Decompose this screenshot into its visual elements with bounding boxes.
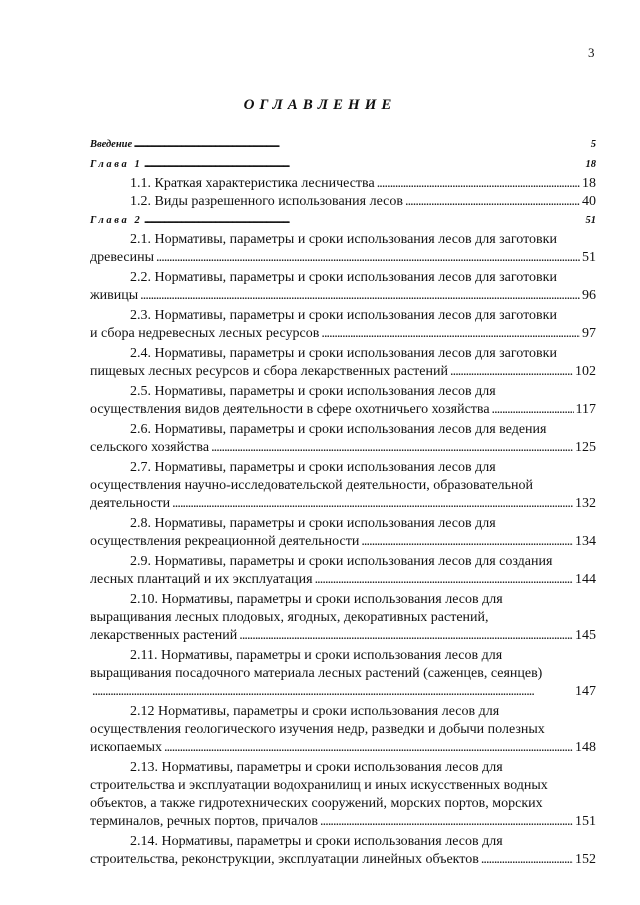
leader-dots: [492, 401, 574, 419]
leader-dots: [405, 193, 580, 211]
chapter-2-items: [90, 231, 596, 869]
toc-item-page: 148: [575, 740, 596, 755]
toc-item-line: живицы: [90, 288, 139, 303]
toc-item-line: выращивания посадочного материала лесных растений (саженцев, сеянцев): [90, 666, 543, 681]
toc-item-line: деятельности: [90, 496, 171, 511]
toc-item-line: осуществления геологического изучения недр, разведки и добычи полезных: [90, 722, 545, 737]
toc-item-line: осуществления научно-исследовательской деятельности, образовательной: [90, 478, 534, 493]
toc-item-last-line: [90, 533, 596, 551]
toc-item-last-line: [90, 363, 596, 381]
toc-intro-page: 5: [590, 139, 596, 150]
toc-chapter-2-label: Глава 2: [90, 215, 143, 226]
toc-item-2-14[interactable]: [90, 833, 596, 869]
toc-item-1-1[interactable]: [90, 175, 596, 193]
toc-item-2-2[interactable]: [90, 269, 596, 305]
leader-dots: [172, 495, 573, 513]
toc-item-page: 117: [575, 402, 596, 417]
toc-item-page: 152: [575, 852, 596, 867]
leader-dots: [321, 325, 580, 343]
leader-dots: [377, 175, 580, 193]
toc-item-page: 102: [575, 364, 596, 379]
leader-dots: [144, 155, 583, 175]
toc-item-page: 125: [575, 440, 596, 455]
toc-item-line: пищевых лесных ресурсов и сбора лекарственных растений: [90, 364, 448, 379]
toc-item-1-2[interactable]: [90, 193, 596, 211]
toc-item-line: осуществления видов деятельности в сфере охотничьего хозяйства: [90, 402, 490, 417]
toc-item-last-line: [90, 325, 596, 343]
toc-item-last-line: [90, 813, 596, 831]
toc-item-2-8[interactable]: [90, 515, 596, 551]
toc-item-last-line: [90, 439, 596, 457]
toc-item-page: 97: [582, 326, 596, 341]
toc-item-2-4[interactable]: [90, 345, 596, 381]
toc-item-line: терминалов, речных портов, причалов: [90, 814, 319, 829]
toc-item-line: и сбора недревесных лесных ресурсов: [90, 326, 320, 341]
toc-item-page: 96: [582, 288, 596, 303]
leader-dots: [140, 287, 580, 305]
toc-item-last-line: [90, 683, 596, 701]
toc-item-line: строительства, реконструкции, эксплуатации линейных объектов: [90, 852, 479, 867]
toc-item-2-11[interactable]: [90, 647, 596, 701]
toc-item-line: 2.8. Нормативы, параметры и сроки использования лесов для: [130, 516, 496, 531]
toc-item-2-13[interactable]: [90, 759, 596, 831]
toc-item-2-3[interactable]: [90, 307, 596, 343]
toc-item-page: 147: [575, 684, 596, 699]
toc-item-last-line: [90, 249, 596, 267]
toc-item-line: 2.1. Нормативы, параметры и сроки использования лесов для заготовки: [130, 232, 557, 247]
toc-item-last-line: [90, 571, 596, 589]
toc-item-label: 1.1. Краткая характеристика лесничества: [130, 176, 375, 191]
toc-item-line: 2.5. Нормативы, параметры и сроки использования лесов для: [130, 384, 496, 399]
leader-dots: [164, 739, 573, 757]
toc-item-line: ископаемых: [90, 740, 162, 755]
toc-item-line: 2.14. Нормативы, параметры и сроки использования лесов для: [130, 834, 503, 849]
toc-intro-label: Введение: [90, 139, 133, 150]
toc-item-line: 2.9. Нормативы, параметры и сроки использования лесов для создания: [130, 554, 553, 569]
toc-item-last-line: [90, 851, 596, 869]
leader-dots: [211, 439, 573, 457]
leader-dots: [144, 211, 583, 231]
toc-item-line: объектов, а также гидротехнических сооружений, морских портов, морских: [90, 796, 543, 811]
leader-dots: [92, 683, 573, 701]
toc-item-line: лесных плантаций и их эксплуатация: [90, 572, 313, 587]
toc-item-line: древесины: [90, 250, 155, 265]
toc-item-line: 2.11. Нормативы, параметры и сроки использования лесов для: [130, 648, 503, 663]
toc-item-line: 2.10. Нормативы, параметры и сроки использования лесов для: [130, 592, 503, 607]
leader-dots: [134, 135, 589, 155]
toc-item-2-10[interactable]: [90, 591, 596, 645]
toc-item-line: 2.12 Нормативы, параметры и сроки использования лесов для: [130, 704, 500, 719]
toc-item-last-line: [90, 401, 596, 419]
toc-item-page: 51: [582, 250, 596, 265]
toc-chapter-1[interactable]: [90, 155, 596, 175]
table-of-contents: [90, 135, 596, 871]
page-title: ОГЛАВЛЕНИЕ: [243, 97, 397, 113]
toc-intro[interactable]: [90, 135, 596, 155]
toc-item-line: 2.2. Нормативы, параметры и сроки использования лесов для заготовки: [130, 270, 557, 285]
toc-item-line: строительства и эксплуатации водохранилищ и иных искусственных водных: [90, 778, 548, 793]
leader-dots: [361, 533, 573, 551]
toc-item-page: 40: [582, 194, 596, 209]
toc-item-last-line: [90, 287, 596, 305]
toc-item-page: 18: [582, 176, 596, 191]
toc-item-line: выращивания лесных плодовых, ягодных, декоративных растений,: [90, 610, 489, 625]
toc-item-page: 134: [575, 534, 596, 549]
toc-item-page: 151: [575, 814, 596, 829]
toc-item-line: 2.3. Нормативы, параметры и сроки использования лесов для заготовки: [130, 308, 557, 323]
toc-item-line: лекарственных растений: [90, 628, 238, 643]
toc-chapter-2-page: 51: [585, 215, 596, 226]
leader-dots: [450, 363, 573, 381]
toc-item-2-5[interactable]: [90, 383, 596, 419]
toc-item-2-9[interactable]: [90, 553, 596, 589]
toc-item-line: 2.4. Нормативы, параметры и сроки использования лесов для заготовки: [130, 346, 557, 361]
toc-item-label: 1.2. Виды разрешенного использования лесов: [130, 194, 403, 209]
leader-dots: [320, 813, 573, 831]
toc-item-line: 2.7. Нормативы, параметры и сроки использования лесов для: [130, 460, 496, 475]
toc-item-2-12[interactable]: [90, 703, 596, 757]
toc-item-2-6[interactable]: [90, 421, 596, 457]
leader-dots: [315, 571, 573, 589]
toc-item-page: 132: [575, 496, 596, 511]
toc-item-line: 2.6. Нормативы, параметры и сроки использования лесов для ведения: [130, 422, 547, 437]
toc-item-page: 144: [575, 572, 596, 587]
toc-item-last-line: [90, 739, 596, 757]
toc-item-page: 145: [575, 628, 596, 643]
toc-item-line: сельского хозяйства: [90, 440, 210, 455]
leader-dots: [481, 851, 573, 869]
toc-item-line: осуществления рекреационной деятельности: [90, 534, 360, 549]
leader-dots: [156, 249, 580, 267]
toc-item-line: 2.13. Нормативы, параметры и сроки использования лесов для: [130, 760, 503, 775]
leader-dots: [239, 627, 573, 645]
page-number: 3: [588, 45, 595, 60]
toc-item-last-line: [90, 495, 596, 513]
toc-item-2-7[interactable]: [90, 459, 596, 513]
toc-item-2-1[interactable]: [90, 231, 596, 267]
toc-chapter-2[interactable]: [90, 211, 596, 231]
toc-chapter-1-label: Глава 1: [90, 159, 143, 170]
toc-item-last-line: [90, 627, 596, 645]
toc-chapter-1-page: 18: [585, 159, 596, 170]
